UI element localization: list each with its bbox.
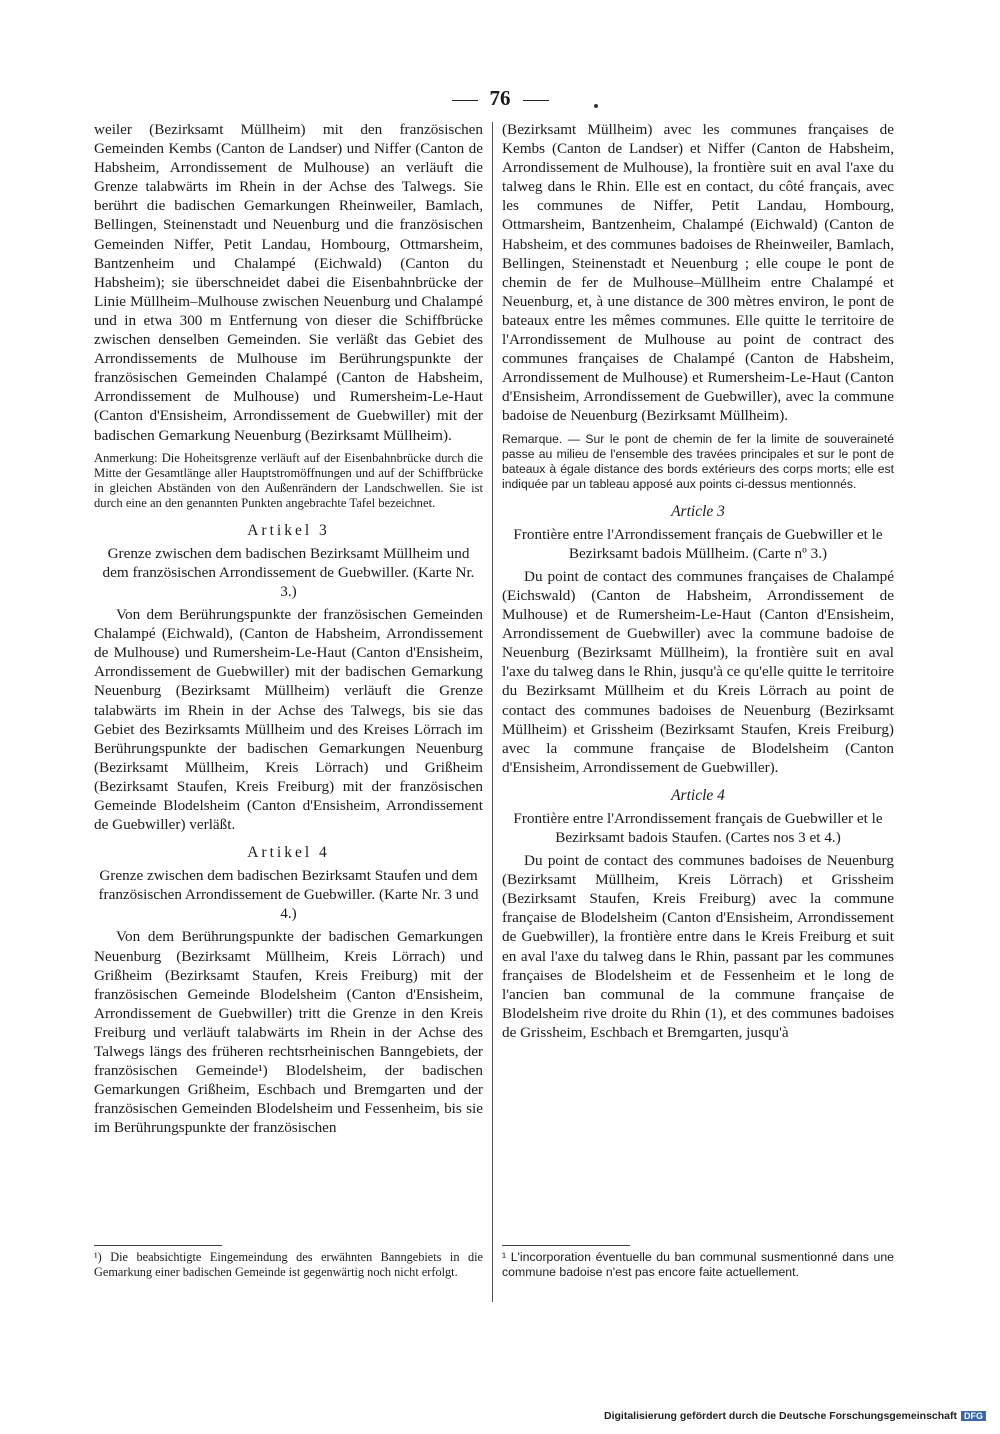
french-article-3-title: Article 3 xyxy=(671,502,725,520)
column-divider xyxy=(492,122,493,1302)
page-number-dash-right xyxy=(523,100,549,101)
german-footnote-rule xyxy=(94,1245,222,1246)
credit-text: Digitalisierung gefördert durch die Deutsche Forschungsgemeinschaft xyxy=(604,1410,957,1422)
french-footnote-rule xyxy=(502,1245,630,1246)
page-number: 76 xyxy=(0,86,1000,111)
dfg-logo-icon: DFG xyxy=(961,1411,986,1421)
french-column xyxy=(502,120,894,1042)
german-article-3-body: Von dem Berührungspunkte der französischen Gemeinden Chalampé (Eichwald), (Canton de Habsheim, Arrondissement de Mulhouse) und Rumersheim-Le-Haut (Canton d'Ensisheim, Arrondissement de Guebwiller) mit der badischen Gemarkung Neuenburg (Bezirksamt Müllheim) verläuft die Grenze talabwärts im Rhein in der Achse des Talwegs, bis sie das Gebiet des Bezirksamts Müllheim und des Kreises Lörrach im Berührungspunkte der badischen Gemarkungen Neuenburg (Bezirksamt Müllheim, Kreis Lörrach) und Grißheim (Bezirksamt Staufen, Kreis Freiburg) mit der französischen Gemeinde Blodelsheim (Canton d'Ensisheim, Arrondissement de Guebwiller) verläßt. xyxy=(94,606,483,834)
german-note: Anmerkung: Die Hoheitsgrenze verläuft auf der Eisenbahnbrücke durch die Mitte der Gesamtlänge aller Hauptstromöffnungen und auf der Schiffbrücke in gleichen Abständen von den Außenrändern der Landschwellen. Sie ist durch eine an den genannten Punkten angebrachte Tafel bezeichnet. xyxy=(94,450,483,511)
french-article-4-body: Du point de contact des communes badoises de Neuenburg (Bezirksamt Müllheim, Kreis Lörrach) et Grissheim (Bezirksamt Staufen, Kreis Freiburg) avec la commune française de Blodelsheim (Canton d'Ensisheim, Arrondissement de Guebwiller), la frontière entre dans le Kreis Freiburg et suit en aval l'axe du talweg dans le Rhin, passant par les communes françaises de Blodelsheim et de Fessenheim et le long de l'ancien ban communal de la commune française de Blodelsheim rive droite du Rhin (1), et des communes badoises de Grissheim, Eschbach et Bremgarten, jusqu'à xyxy=(502,852,894,1041)
german-footnote: ¹) Die beabsichtigte Eingemeindung des erwähnten Banngebiets in die Gemarkung einer badischen Gemeinde ist gegenwärtig noch nicht erfolgt. xyxy=(94,1250,483,1280)
french-article-3-heading: Frontière entre l'Arrondissement français de Guebwiller et le Bezirksamt badois Müllheim. (Carte nº 3.) xyxy=(513,525,883,562)
german-footnote-block xyxy=(94,1245,483,1281)
french-footnote-block xyxy=(502,1245,894,1281)
french-footnote: ¹ L'incorporation éventuelle du ban communal susmentionné dans une commune badoise n'est pas encore faite actuellement. xyxy=(502,1250,894,1280)
french-note: Remarque. — Sur le pont de chemin de fer la limite de souveraineté passe au milieu de l'ensemble des travées principales et sur le pont de bateaux à égale distance des bords extérieurs des corps morts; elle est indiquée par un tableau apposé aux points ci-dessus mentionnés. xyxy=(502,431,894,492)
french-article-3-body: Du point de contact des communes françaises de Chalampé (Eichswald) (Canton de Habsheim, Arrondissement de Mulhouse) et de Rumersheim-Le-Haut (Canton d'Ensisheim, Arrondissement de Guebwiller) avec la commune badoise de Neuenburg (Bezirksamt Müllheim), la frontière suit en aval l'axe du talweg dans le Rhin, jusqu'à ce qu'elle quitte le territoire du Bezirksamt Müllheim et du Kreis Lörrach au point de contact des communes badoises de Neuenburg (Bezirksamt Müllheim) et Grissheim (Bezirksamt Staufen, Kreis Freiburg) avec la commune française de Blodelsheim (Canton d'Ensisheim, Arrondissement de Guebwiller). xyxy=(502,567,894,776)
french-article-4-title: Article 4 xyxy=(671,786,725,804)
german-article-3-heading: Grenze zwischen dem badischen Bezirksamt Müllheim und dem französischen Arrondissement de Guebwiller. (Karte Nr. 3.) xyxy=(102,544,475,600)
german-paragraph-1: weiler (Bezirksamt Müllheim) mit den französischen Gemeinden Kembs (Canton de Landser) und Niffer (Canton de Habsheim, Arrondissement de Mulhouse) an verläuft die Grenze talabwärts im Rhein in der Achse des Talwegs. Sie berührt die badischen Gemarkungen Rheinweiler, Bamlach, Bellingen, Steinenstadt und Neuenburg und die französischen Gemeinden Niffer, Petit Landau, Hombourg, Ottmarsheim, Bantzenheim und Chalampé (Eichwald) (Canton du Habsheim); sie überschneidet dabei die Eisenbahnbrücke der Linie Müllheim–Mulhouse zwischen Neuenburg und Chalampé und in etwa 300 m Entfernung von dieser die Schiffbrücke zwischen denselben Gemeinden. Sie verläßt das Gebiet des Arrondissements de Mulhouse im Berührungspunkte der französischen Gemeinden Chalampé (Canton de Habsheim, Arrondissement de Mulhouse) und Rumersheim-Le-Haut (Canton d'Ensisheim, Arrondissement de Guebwiller) mit der badischen Gemarkung Neuenburg (Bezirksamt Müllheim). xyxy=(94,121,483,444)
german-article-4-title: Artikel 4 xyxy=(247,844,330,862)
german-article-4-heading: Grenze zwischen dem badischen Bezirksamt Staufen und dem französischen Arrondissement de Guebwiller. (Karte Nr. 3 und 4.) xyxy=(98,867,479,923)
page-number-dash-left xyxy=(452,100,478,101)
german-column xyxy=(94,120,483,1138)
french-article-4-heading: Frontière entre l'Arrondissement français de Guebwiller et le Bezirksamt badois Staufen. (Cartes nos 3 et 4.) xyxy=(513,809,883,846)
german-article-4-body: Von dem Berührungspunkte der badischen Gemarkungen Neuenburg (Bezirksamt Müllheim, Kreis Lörrach) und Grißheim (Bezirksamt Staufen, Kreis Freiburg) mit der französischen Gemeinde Blodelsheim (Canton d'Ensisheim, Arrondissement de Guebwiller) tritt die Grenze in den Kreis Freiburg und verläuft talabwärts im Rhein in der Achse des Talwegs längs des früheren rechtsrheinischen Banngebiets, der französischen Gemeinde¹) Blodelsheim, der badischen Gemarkungen Grißheim, Eschbach und Bremgarten und der französischen Gemeinden Blodelsheim und Fessenheim, bis sie im Berührungspunkte der französischen xyxy=(94,928,483,1137)
french-paragraph-1: (Bezirksamt Müllheim) avec les communes françaises de Kembs (Canton de Landser) et Niffer (Canton de Habsheim, Arrondissement de Mulhouse), la frontière suit en aval l'axe du talweg dans le Rhin. Elle est en contact, du côté français, avec les communes de Niffer, Petit Landau, Hombourg, Ottmarsheim, Bantzenheim, Chalampé (Eichwald) (Canton de Habsheim, et des communes badoises de Rheinweiler, Bamlach, Bellingen, Steinenstadt et Neuenburg ; elle coupe le pont de chemin de fer de Mulhouse–Müllheim entre Chalampé et Neuenburg, et, à une distance de 300 mètres environ, le pont de bateaux entre les mêmes communes. Elle quitte le territoire de l'Arrondissement de Mulhouse au point de contract des communes françaises de Chalampé (Canton de Habsheim, Arrondissement de Mulhouse) et Rumersheim-Le-Haut (Canton d'Ensisheim, Arrondissement de Guebwiller), avec la commune badoise de Neuenburg (Bezirksamt Müllheim). xyxy=(502,121,894,425)
print-mark xyxy=(594,104,598,108)
german-article-3-title: Artikel 3 xyxy=(247,521,330,539)
digitization-credit xyxy=(604,1410,986,1422)
